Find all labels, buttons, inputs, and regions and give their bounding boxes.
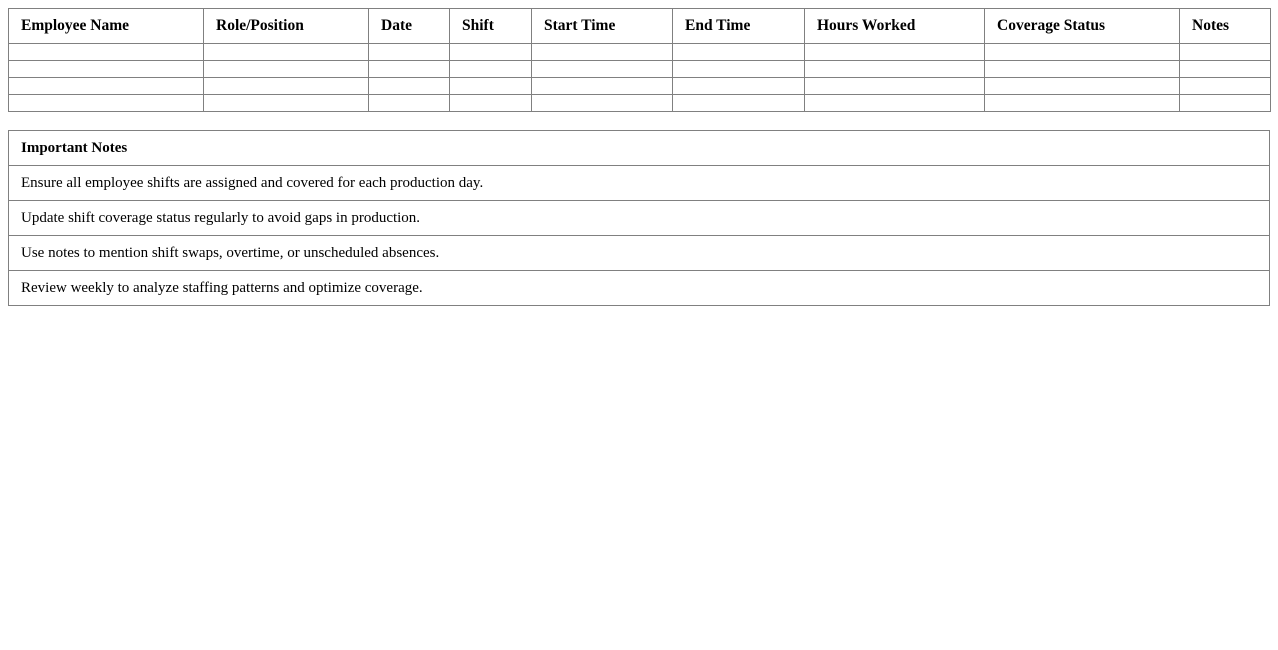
table-cell[interactable] [532, 61, 673, 78]
table-cell[interactable] [9, 95, 204, 112]
note-item: Ensure all employee shifts are assigned and covered for each production day. [9, 166, 1270, 201]
table-body [9, 44, 1271, 112]
column-header-shift: Shift [450, 9, 532, 44]
table-cell[interactable] [532, 95, 673, 112]
header-row [9, 9, 1271, 44]
table-cell[interactable] [204, 61, 369, 78]
note-row [9, 201, 1270, 236]
table-cell[interactable] [673, 95, 805, 112]
note-item: Update shift coverage status regularly to avoid gaps in production. [9, 201, 1270, 236]
column-header-start-time: Start Time [532, 9, 673, 44]
table-cell[interactable] [1180, 95, 1271, 112]
note-row [9, 166, 1270, 201]
table-cell[interactable] [450, 44, 532, 61]
table-cell[interactable] [450, 95, 532, 112]
table-cell[interactable] [369, 95, 450, 112]
document-body [8, 8, 1270, 306]
column-header-role-position: Role/Position [204, 9, 369, 44]
table-header [9, 9, 1271, 44]
table-cell[interactable] [985, 44, 1180, 61]
table-cell[interactable] [1180, 44, 1271, 61]
table-cell[interactable] [369, 44, 450, 61]
table-cell[interactable] [805, 78, 985, 95]
table-row [9, 78, 1271, 95]
table-cell[interactable] [673, 61, 805, 78]
note-row [9, 271, 1270, 306]
notes-title: Important Notes [9, 131, 1270, 166]
table-cell[interactable] [805, 95, 985, 112]
column-header-hours-worked: Hours Worked [805, 9, 985, 44]
table-cell[interactable] [985, 78, 1180, 95]
table-cell[interactable] [450, 61, 532, 78]
column-header-coverage-status: Coverage Status [985, 9, 1180, 44]
note-item: Use notes to mention shift swaps, overtime, or unscheduled absences. [9, 236, 1270, 271]
table-cell[interactable] [1180, 61, 1271, 78]
important-notes-table [8, 130, 1270, 306]
table-cell[interactable] [673, 44, 805, 61]
table-cell[interactable] [9, 78, 204, 95]
table-cell[interactable] [204, 44, 369, 61]
column-header-end-time: End Time [673, 9, 805, 44]
table-cell[interactable] [985, 61, 1180, 78]
table-cell[interactable] [805, 44, 985, 61]
table-row [9, 95, 1271, 112]
notes-header-row [9, 131, 1270, 166]
table-cell[interactable] [450, 78, 532, 95]
column-header-date: Date [369, 9, 450, 44]
table-cell[interactable] [985, 95, 1180, 112]
note-item: Review weekly to analyze staffing patterns and optimize coverage. [9, 271, 1270, 306]
table-cell[interactable] [9, 44, 204, 61]
table-cell[interactable] [532, 78, 673, 95]
table-cell[interactable] [369, 78, 450, 95]
table-row [9, 44, 1271, 61]
table-cell[interactable] [369, 61, 450, 78]
table-cell[interactable] [673, 78, 805, 95]
table-cell[interactable] [204, 95, 369, 112]
column-header-employee-name: Employee Name [9, 9, 204, 44]
table-cell[interactable] [805, 61, 985, 78]
table-cell[interactable] [204, 78, 369, 95]
table-row [9, 61, 1271, 78]
note-row [9, 236, 1270, 271]
table-cell[interactable] [1180, 78, 1271, 95]
table-cell[interactable] [9, 61, 204, 78]
column-header-notes: Notes [1180, 9, 1271, 44]
shift-schedule-table [8, 8, 1271, 112]
table-cell[interactable] [532, 44, 673, 61]
